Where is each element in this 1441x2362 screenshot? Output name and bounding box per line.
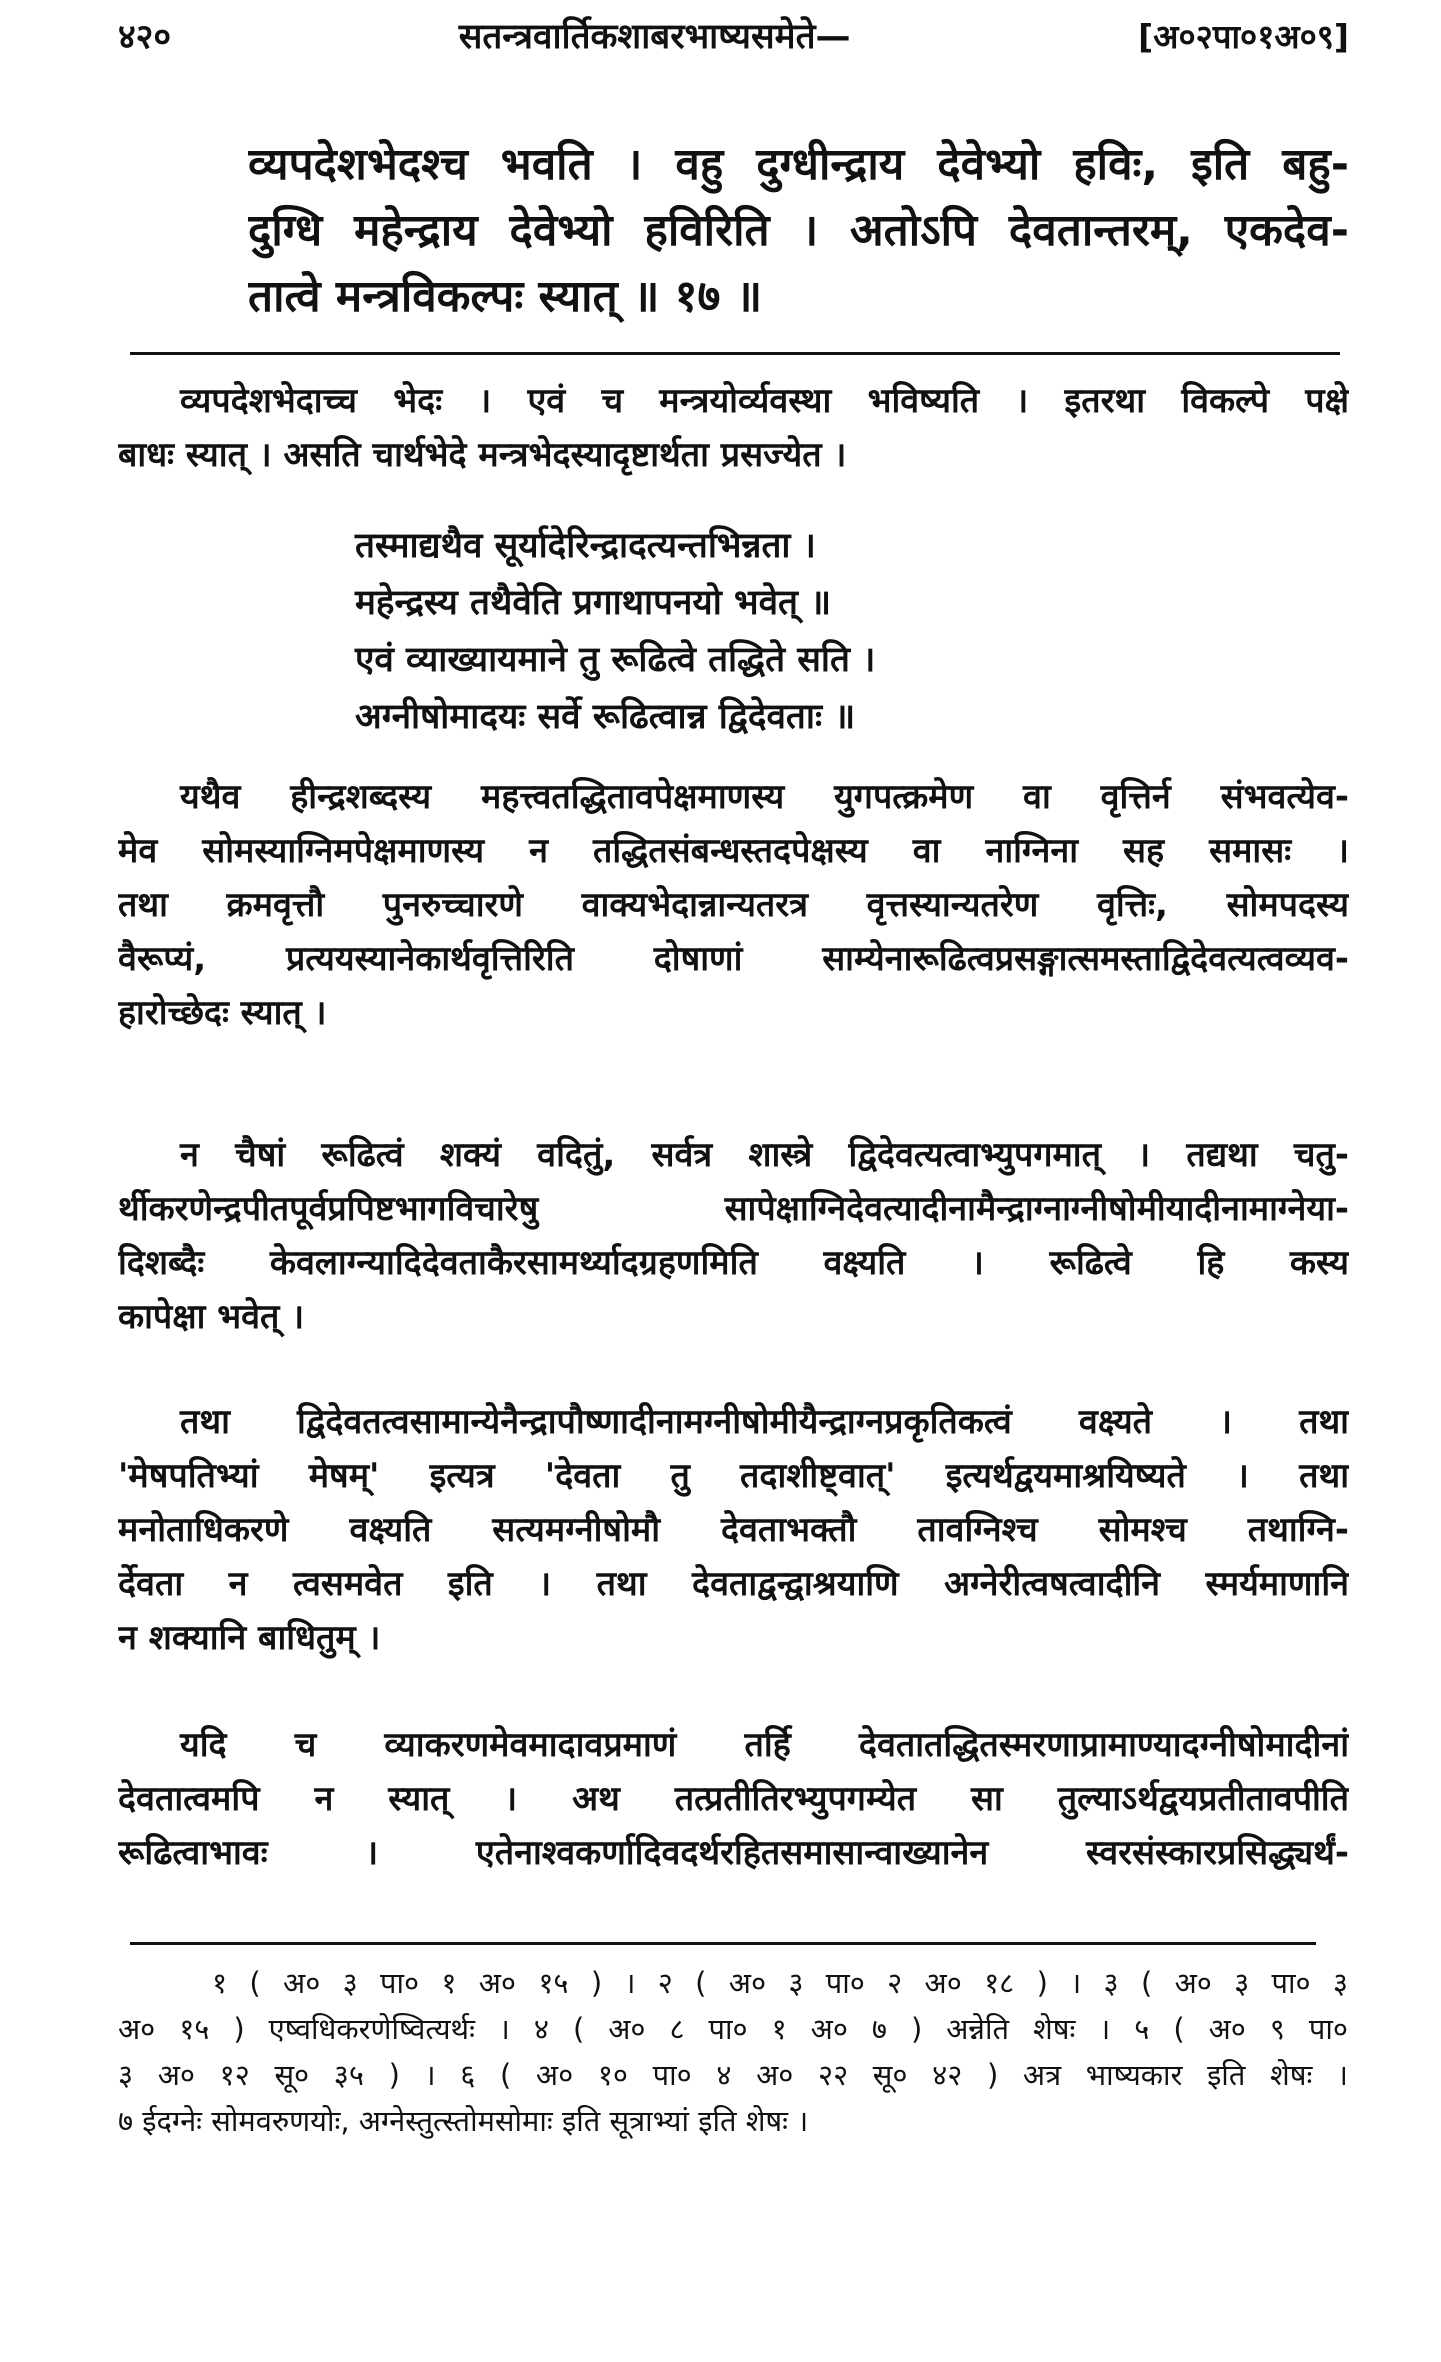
commentary-line: न शक्यानि बाधितुम् । bbox=[118, 1618, 381, 1658]
commentary-line: कापेक्षा भवेत् । bbox=[118, 1297, 305, 1337]
commentary-paragraph-2 bbox=[118, 1128, 1349, 1344]
commentary-paragraph-3 bbox=[118, 1395, 1349, 1665]
commentary-line: दिशब्दैः केवलाग्न्यादिदेवताकैरसामर्थ्यादग्रहणमिति वक्ष्यति । रूढित्वे हि कस्य bbox=[118, 1243, 1349, 1283]
footnote-line: अ० १५ ) एष्वधिकरणेष्वित्यर्थः । ४ ( अ० ८ पा० १ अ० ७ ) अन्नेति शेषः । ५ ( अ० ९ पा० bbox=[118, 2012, 1348, 2046]
commentary-line: 'मेषपतिभ्यां मेषम्' इत्यत्र 'देवता तु तदाशीष्ट्वात्' इत्यर्थद्वयमाश्रयिष्यते । तथा bbox=[118, 1456, 1349, 1496]
commentary-line: तथा द्विदेवतत्वसामान्येनैन्द्रापौष्णादीनामग्नीषोमीयैन्द्राग्नप्रकृतिकत्वं वक्ष्यते । तथा bbox=[180, 1402, 1349, 1442]
commentary-line: हारोच्छेदः स्यात् । bbox=[118, 993, 327, 1033]
bhashya-line: व्यपदेशभेदश्च भवति । वहु दुग्धीन्द्राय देवेभ्यो हविः, इति बहु- bbox=[248, 139, 1349, 190]
commentary-line: यथैव हीन्द्रशब्दस्य महत्त्वतद्धितावपेक्षमाणस्य युगपत्क्रमेण वा वृत्तिर्न संभवत्येव- bbox=[180, 777, 1349, 817]
commentary-line: देवतात्वमपि न स्यात् । अथ तत्प्रतीतिरभ्युपगम्येत सा तुल्याऽर्थद्वयप्रतीतावपीति bbox=[118, 1779, 1349, 1819]
footnote-rule bbox=[130, 1942, 1316, 1945]
commentary-paragraph-1 bbox=[118, 770, 1349, 1040]
commentary-line: तथा क्रमवृत्तौ पुनरुच्चारणे वाक्यभेदान्नान्यतरत्र वृत्तस्यान्यतरेण वृत्तिः, सोमपदस्य bbox=[118, 885, 1349, 925]
commentary-line: रूढित्वाभावः । एतेनाश्वकर्णादिवदर्थरहितसमासान्वाख्यानेन स्वरसंस्कारप्रसिद्ध्यर्थं- bbox=[118, 1833, 1349, 1873]
verse-line: तस्माद्यथैव सूर्यादेरिन्द्रादत्यन्तभिन्नता । bbox=[355, 526, 816, 566]
page-number: ४२० bbox=[118, 17, 172, 57]
commentary-line: र्देवता न त्वसमवेत इति । तथा देवताद्वन्द्वाश्रयाणि अग्नेरीत्वषत्वादीनि स्मर्यमाणानि bbox=[118, 1564, 1349, 1604]
commentary-paragraph-4 bbox=[118, 1718, 1349, 1880]
footnote-line: ३ अ० १२ सू० ३५ ) । ६ ( अ० १० पा० ४ अ० २२ सू० ४२ ) अत्र भाष्यकार इति शेषः । bbox=[118, 2058, 1348, 2092]
commentary-line: न चैषां रूढित्वं शक्यं वदितुं, सर्वत्र शास्त्रे द्विदेवत्यत्वाभ्युपगमात् । तद्यथा चतु- bbox=[180, 1135, 1349, 1175]
commentary-intro bbox=[118, 374, 1349, 482]
commentary-line: व्यपदेशभेदाच्च भेदः । एवं च मन्त्रयोर्व्यवस्था भविष्यति । इतरथा विकल्पे पक्षे bbox=[180, 381, 1349, 421]
footnotes bbox=[118, 1960, 1348, 2144]
running-title: सतन्त्रवार्तिकशाबरभाष्यसमेते— bbox=[458, 17, 851, 57]
commentary-line: वैरूप्यं, प्रत्ययस्यानेकार्थवृत्तिरिति दोषाणां साम्येनारूढित्वप्रसङ्गात्समस्ताद्विदेवत्यत्वव्यव- bbox=[118, 939, 1349, 979]
verse-line: अग्नीषोमादयः सर्वे रूढित्वान्न द्विदेवताः ॥ bbox=[355, 697, 856, 737]
separator-rule bbox=[130, 352, 1340, 355]
commentary-line: बाधः स्यात् । असति चार्थभेदे मन्त्रभेदस्यादृष्टार्थता प्रसज्येत । bbox=[118, 435, 847, 475]
running-header bbox=[118, 14, 1349, 64]
verse-line: एवं व्याख्यायमाने तु रूढित्वे तद्धिते सति । bbox=[355, 640, 876, 680]
commentary-line: मेव सोमस्याग्निमपेक्षमाणस्य न तद्धितसंबन्धस्तदपेक्षस्य वा नाग्निना सह समासः । bbox=[118, 831, 1349, 871]
verse-block bbox=[355, 518, 875, 746]
commentary-line: र्थीकरणेन्द्रपीतपूर्वप्रपिष्टभागविचारेषु सापेक्षाग्निदेवत्यादीनामैन्द्राग्नाग्नीषोमीयादीनामाग्नेया- bbox=[118, 1189, 1349, 1229]
bhashya-line: दुग्धि महेन्द्राय देवेभ्यो हविरिति । अतोऽपि देवतान्तरम्, एकदेव- bbox=[248, 205, 1349, 256]
bhashya-text bbox=[118, 132, 1349, 330]
verse-line: महेन्द्रस्य तथैवेति प्रगाथापनयो भवेत् ॥ bbox=[355, 583, 832, 623]
commentary-line: मनोताधिकरणे वक्ष्यति सत्यमग्नीषोमौ देवताभक्तौ तावग्निश्च सोमश्च तथाग्नि- bbox=[118, 1510, 1349, 1550]
commentary-line: यदि च व्याकरणमेवमादावप्रमाणं तर्हि देवतातद्धितस्मरणाप्रामाण्यादग्नीषोमादीनां bbox=[180, 1725, 1349, 1765]
footnote-line: १ ( अ० ३ पा० १ अ० १५ ) । २ ( अ० ३ पा० २ अ० १८ ) । ३ ( अ० ३ पा० ३ bbox=[212, 1966, 1348, 2000]
bhashya-line: तात्वे मन्त्रविकल्पः स्यात् ॥ १७ ॥ bbox=[248, 271, 763, 322]
section-reference: [अ०२पा०१अ०९] bbox=[1138, 17, 1349, 56]
footnote-line: ७ ईदग्नेः सोमवरुणयोः, अग्नेस्तुत्स्तोमसोमाः इति सूत्राभ्यां इति शेषः । bbox=[118, 2104, 809, 2138]
